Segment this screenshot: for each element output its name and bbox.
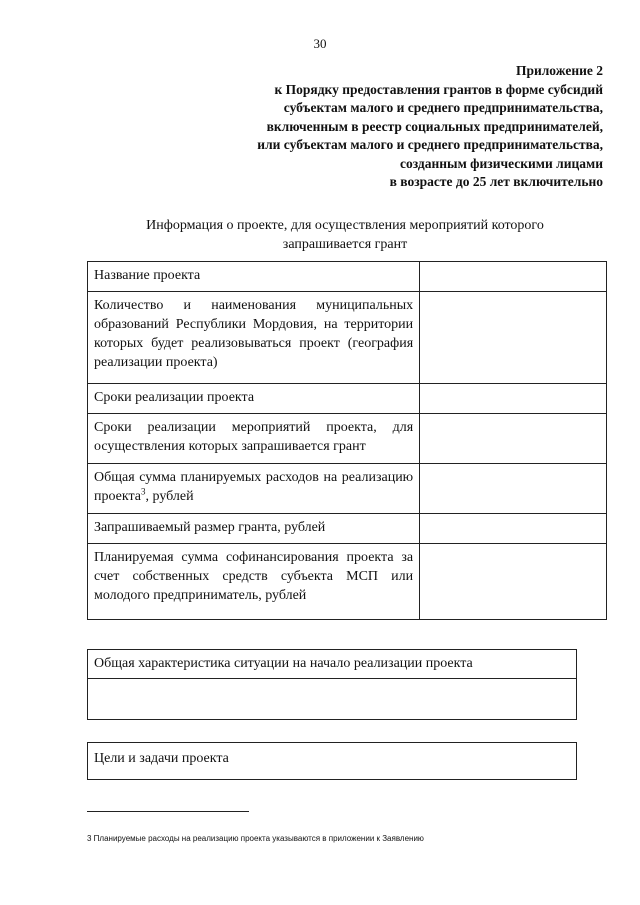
footnote: 3 Планируемые расходы на реализацию проекта указываются в приложении к Заявлению bbox=[87, 834, 424, 843]
row-value-grant-size[interactable] bbox=[420, 514, 607, 544]
info-title-line-2: запрашивается грант bbox=[282, 236, 408, 252]
table-row bbox=[88, 292, 607, 384]
goals-table bbox=[87, 742, 577, 780]
table-row bbox=[88, 464, 607, 514]
row-value-project-name[interactable] bbox=[420, 262, 607, 292]
info-title bbox=[80, 217, 610, 254]
appendix-header bbox=[143, 62, 603, 192]
row-label-project-name: Название проекта bbox=[88, 262, 420, 292]
table-row bbox=[88, 384, 607, 414]
situation-content-field[interactable] bbox=[88, 679, 577, 720]
row-value-activities-terms[interactable] bbox=[420, 414, 607, 464]
info-title-line-1: Информация о проекте, для осуществления мероприятий которого bbox=[146, 218, 544, 233]
row-value-municipalities[interactable] bbox=[420, 292, 607, 384]
total-expenses-unit: , рублей bbox=[145, 489, 194, 504]
row-label-total-expenses bbox=[88, 464, 420, 514]
appendix-line: субъектам малого и среднего предпринимательства, bbox=[283, 100, 603, 115]
table-row bbox=[88, 544, 607, 620]
row-value-cofinancing[interactable] bbox=[420, 544, 607, 620]
row-label-municipalities: Количество и наименования муниципальных образований Республики Мордовия, на территории которых будет реализовываться проект (география реализации проекта) bbox=[88, 292, 420, 384]
row-value-total-expenses[interactable] bbox=[420, 464, 607, 514]
footnote-divider bbox=[87, 811, 249, 812]
table-row bbox=[88, 679, 577, 720]
footnote-ref[interactable]: 3 bbox=[141, 486, 146, 497]
row-label-cofinancing: Планируемая сумма софинансирования проекта за счет собственных средств субъекта МСП или молодого предприниматель, рублей bbox=[88, 544, 420, 620]
table-row bbox=[88, 650, 577, 679]
table-row bbox=[88, 414, 607, 464]
appendix-line: или субъектам малого и среднего предпринимательства, bbox=[257, 137, 603, 152]
goals-header: Цели и задачи проекта bbox=[88, 743, 577, 780]
appendix-line: созданным физическими лицами bbox=[399, 155, 603, 171]
appendix-line: к Порядку предоставления грантов в форме субсидий bbox=[274, 81, 603, 97]
situation-table bbox=[87, 649, 577, 720]
row-value-project-terms[interactable] bbox=[420, 384, 607, 414]
appendix-line: включенным в реестр социальных предпринимателей, bbox=[266, 118, 603, 134]
table-row bbox=[88, 262, 607, 292]
appendix-line: в возрасте до 25 лет включительно bbox=[389, 174, 603, 189]
situation-header: Общая характеристика ситуации на начало реализации проекта bbox=[88, 650, 577, 679]
total-expenses-text: Общая сумма планируемых расходов на реализацию проекта bbox=[94, 470, 414, 504]
page-number: 30 bbox=[313, 36, 327, 51]
appendix-line: Приложение 2 bbox=[515, 63, 603, 78]
row-label-activities-terms: Сроки реализации мероприятий проекта, для осуществления которых запрашивается грант bbox=[88, 414, 420, 464]
table-row bbox=[88, 743, 577, 780]
row-label-grant-size: Запрашиваемый размер гранта, рублей bbox=[88, 514, 420, 544]
row-label-project-terms: Сроки реализации проекта bbox=[88, 384, 420, 414]
table-row bbox=[88, 514, 607, 544]
project-info-table bbox=[87, 261, 607, 620]
